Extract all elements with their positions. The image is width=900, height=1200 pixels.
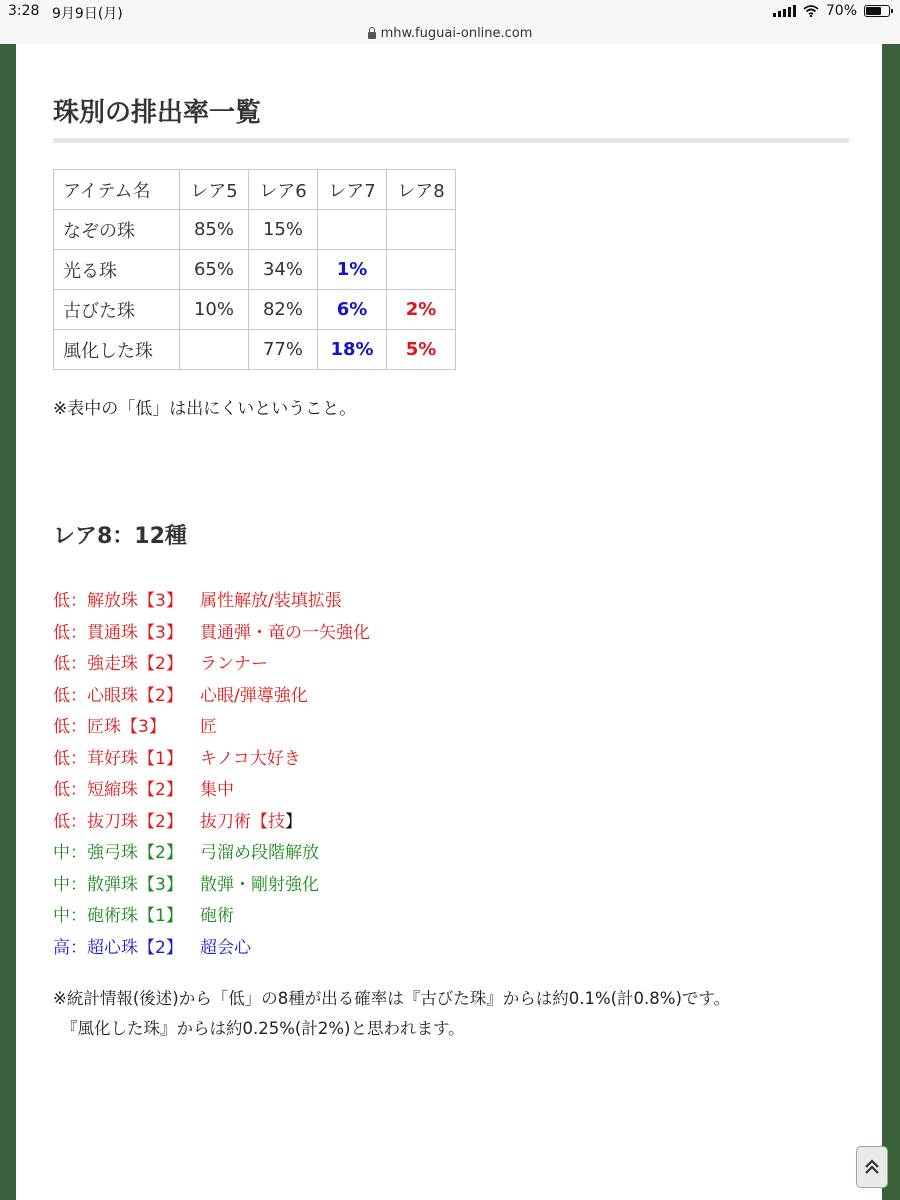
jewel-name: 中：散弾珠【3】 bbox=[53, 874, 183, 895]
jewel-name: 低：抜刀珠【2】 bbox=[53, 811, 183, 832]
table-header-cell: レア5 bbox=[180, 170, 249, 210]
wifi-icon bbox=[803, 5, 819, 17]
jewel-item bbox=[53, 775, 370, 807]
table-row bbox=[54, 210, 456, 250]
page-content bbox=[16, 44, 882, 1200]
rate-cell bbox=[387, 210, 456, 250]
double-chevron-up-icon bbox=[864, 1158, 880, 1176]
rate-cell bbox=[387, 250, 456, 290]
status-bar bbox=[0, 0, 900, 22]
table-header-cell: レア6 bbox=[249, 170, 318, 210]
jewel-skill: 弓溜め段階解放 bbox=[200, 843, 319, 863]
table-row bbox=[54, 290, 456, 330]
address-bar[interactable] bbox=[0, 22, 900, 44]
jewel-name: 低：短縮珠【2】 bbox=[53, 780, 183, 800]
jewel-skill: 属性解放/装填拡張 bbox=[200, 591, 342, 611]
rate-cell bbox=[180, 330, 249, 370]
jewel-item bbox=[53, 649, 370, 681]
title-underline bbox=[53, 138, 849, 143]
rate-cell: 85% bbox=[180, 210, 249, 250]
jewel-item bbox=[53, 586, 370, 618]
jewel-list bbox=[53, 586, 370, 964]
jewel-name: 低：匠珠【3】 bbox=[53, 717, 166, 737]
rate-cell: 65% bbox=[180, 250, 249, 290]
item-name-cell: 古びた珠 bbox=[54, 290, 180, 330]
table-header-cell: アイテム名 bbox=[54, 170, 180, 210]
jewel-item bbox=[53, 870, 370, 902]
jewel-name: 低：強走珠【2】 bbox=[53, 654, 183, 674]
jewel-skill: 抜刀術【技 bbox=[200, 811, 285, 832]
page-title: 珠別の排出率一覧 bbox=[53, 98, 262, 128]
jewel-skill: 心眼/弾導強化 bbox=[200, 685, 308, 706]
table-header-cell: レア7 bbox=[318, 170, 387, 210]
item-name-cell: 光る珠 bbox=[54, 250, 180, 290]
jewel-item bbox=[53, 901, 370, 933]
rate-cell bbox=[318, 210, 387, 250]
item-name-cell: 風化した珠 bbox=[54, 330, 180, 370]
jewel-skill: 貫通弾・竜の一矢強化 bbox=[200, 622, 370, 643]
lock-icon bbox=[368, 32, 376, 39]
jewel-skill: 超会心 bbox=[200, 937, 251, 958]
status-right bbox=[773, 3, 890, 19]
drop-rate-table bbox=[53, 169, 456, 370]
jewel-name: 中：砲術珠【1】 bbox=[53, 906, 183, 926]
jewel-name: 低：解放珠【3】 bbox=[53, 591, 183, 611]
scroll-to-top-button[interactable] bbox=[856, 1146, 888, 1188]
jewel-item bbox=[53, 681, 370, 713]
jewel-item bbox=[53, 618, 370, 650]
rate-cell: 77% bbox=[249, 330, 318, 370]
jewel-skill: 匠 bbox=[200, 717, 217, 737]
jewel-skill-suffix: 】 bbox=[285, 811, 302, 832]
jewel-item bbox=[53, 838, 370, 870]
rate-cell: 2% bbox=[387, 290, 456, 330]
jewel-name: 高：超心珠【2】 bbox=[53, 937, 183, 958]
jewel-item bbox=[53, 933, 370, 965]
statistics-note-line2: 『風化した珠』からは約0.25%(計2%)と思われます。 bbox=[61, 1019, 465, 1038]
jewel-skill: 散弾・剛射強化 bbox=[200, 874, 319, 895]
rate-cell: 34% bbox=[249, 250, 318, 290]
status-time: 3:28 bbox=[8, 3, 40, 19]
table-header-row bbox=[54, 170, 456, 210]
rate-cell: 18% bbox=[318, 330, 387, 370]
jewel-name: 低：茸好珠【1】 bbox=[53, 748, 183, 769]
table-header-cell: レア8 bbox=[387, 170, 456, 210]
statistics-note bbox=[53, 984, 730, 1044]
jewel-skill: 砲術 bbox=[200, 906, 234, 926]
battery-percent: 70% bbox=[825, 3, 857, 19]
statistics-note-line1: ※統計情報(後述)から「低」の8種が出る確率は『古びた珠』からは約0.1%(計0.8%)です。 bbox=[53, 989, 731, 1008]
item-name-cell: なぞの珠 bbox=[54, 210, 180, 250]
table-row bbox=[54, 330, 456, 370]
signal-bars-icon bbox=[773, 5, 796, 17]
rate-cell: 5% bbox=[387, 330, 456, 370]
jewel-skill: 集中 bbox=[200, 780, 234, 800]
jewel-item bbox=[53, 744, 370, 776]
status-date: 9月9日(月) bbox=[52, 6, 123, 22]
jewel-name: 低：心眼珠【2】 bbox=[53, 685, 183, 706]
jewel-name: 低：貫通珠【3】 bbox=[53, 622, 183, 643]
jewel-name: 中：強弓珠【2】 bbox=[53, 843, 183, 863]
jewel-skill: キノコ大好き bbox=[200, 748, 301, 769]
section-title: レア8：12種 bbox=[53, 524, 187, 549]
table-note: ※表中の「低」は出にくいということ。 bbox=[53, 399, 357, 419]
table-row bbox=[54, 250, 456, 290]
rate-cell: 6% bbox=[318, 290, 387, 330]
jewel-item bbox=[53, 807, 370, 839]
rate-cell: 82% bbox=[249, 290, 318, 330]
battery-fill bbox=[866, 7, 881, 15]
rate-cell: 10% bbox=[180, 290, 249, 330]
rate-cell: 1% bbox=[318, 250, 387, 290]
jewel-skill: ランナー bbox=[200, 654, 268, 674]
rate-cell: 15% bbox=[249, 210, 318, 250]
jewel-item bbox=[53, 712, 370, 744]
battery-icon bbox=[864, 5, 890, 17]
url-text: mhw.fuguai-online.com bbox=[380, 25, 533, 41]
